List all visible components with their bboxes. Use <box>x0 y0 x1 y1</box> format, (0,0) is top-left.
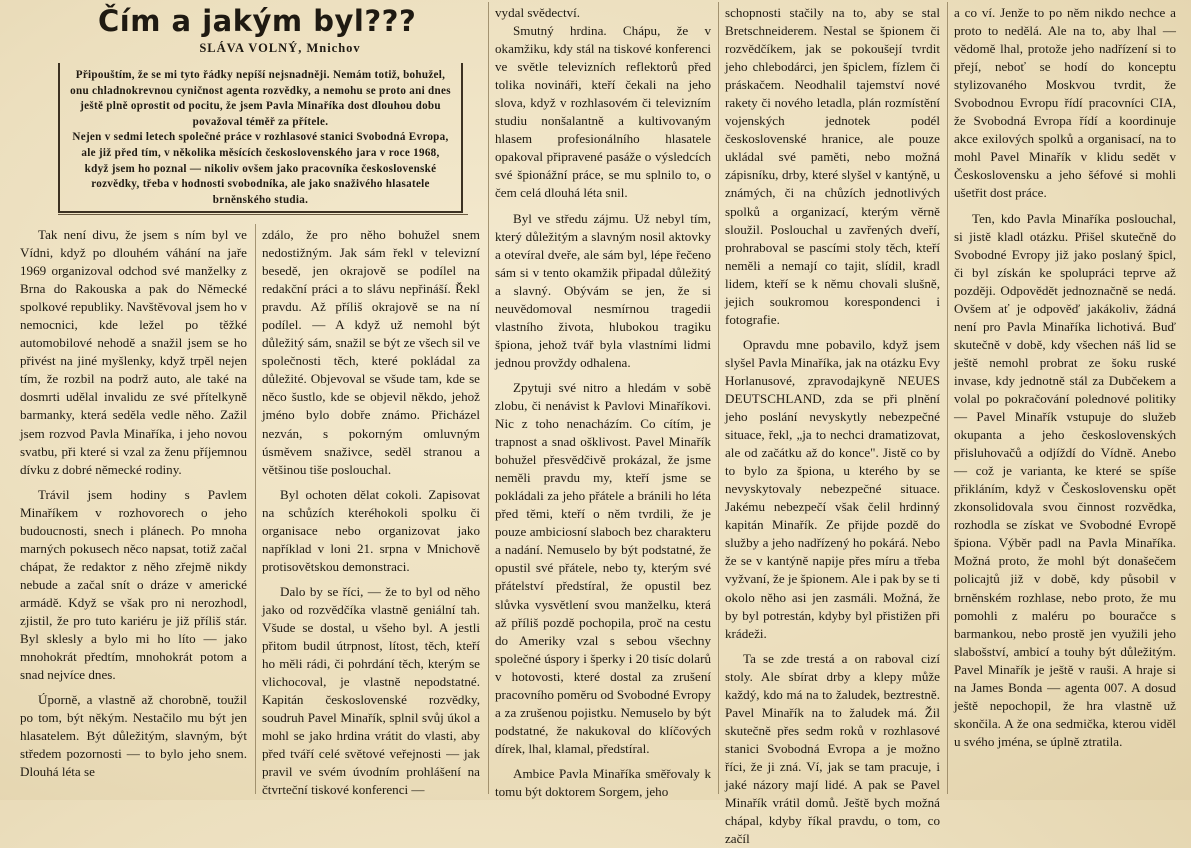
article-column <box>495 4 712 799</box>
article-column <box>20 226 247 794</box>
article-lead-box <box>58 63 463 213</box>
column-divider <box>255 224 256 794</box>
lead-paragraph: Připouštím, že se mi tyto řádky nepíší nejsnadněji. Nemám totiž, bohužel, onu chladnokrevnou cyničnost agenta rozvědky, a nemohu se proto ani dnes ještě plně oprostit od pocitu, že jsem Pavla Minaříka dost dlouhou dobu považoval téměř za přítele. <box>70 69 451 128</box>
column-divider <box>718 2 719 794</box>
article-paragraph: vydal svědectví. <box>495 5 581 20</box>
article-paragraph: Trávil jsem hodiny s Pavlem Minaříkem v rozhovorech o jeho budoucnosti, snech i plánech. Po mnoha marných pokusech něco napsat, totiž začal chápat, že redaktor z něho zřejmě nikdy nebude a začal snít o dráze v americké armádě. Když se však pro ni nerozhodl, zjistil, že pro tuto kariéru je již příliš stár. Byl sklesly a bylo mi ho líto — jako mnohokrát předtím, mnohokrát potom a snad nejvíce dnes. <box>20 486 247 683</box>
article-paragraph: Ta se zde trestá a on raboval cizí stoly. Ale sbírat drby a klepy může každý, kdo má na to žaludek, beztrestně. Pavel Minařík na to žaludek má. Žil skutečně přes sedm roků v rozhlasové stanici Svobodná Evropa a je možno říci, že ji zná. Ví, jak se tam pracuje, i jaké názory mají lidé. A pak se Pavel Minařík vrátil domů. Ještě bych možná chápal, kdyby říkal pravdu, o tom, co začíl <box>725 650 940 847</box>
article-paragraph: Úporně, a vlastně až chorobně, toužil po tom, být někým. Nestačilo mu být jen hlasatelem. Být důležitým, slavným, být středem pozornosti — to bylo jeho snem. Dlouhá léta se <box>20 692 247 780</box>
article-byline: SLÁVA VOLNÝ, Mnichov <box>199 41 361 55</box>
article-paragraph: Zpytuji své nitro a hledám v sobě zlobu, či nenávist k Pavlovi Minaříkovi. Nic z toho nenacházím. Co cítím, je trapnost a snad ošklivost. Pavel Minařík bohužel přesvědčivě prokázal, že jsme neměli pravdu my, kteří jsme se pokládali za jeho přátele a bránili ho léta před těmi, kteří o něm tvrdili, že je pouze ambiciosní slaboch bez charakteru a nadání. Nemuselo by být podstatné, že opustil své přátele, nebo ty, kterým své přátelství předstíral, že opustil bez slůvka vysvětlení svou manželku, která až příliš pozdě pochopila, proč na cestu do Ameriky vzal s sebou všechny společné úspory i šperky i 20 tisíc dolarů v hotovosti, které dostal za zrušení pracovního poměru od Svobodné Evropy a za zrušenou pojistku. Nemuselo by být podstatné, že nakukoval do klíčových dírek, lhal, klamal, předstíral. <box>495 379 712 756</box>
article-headline: Čím a jakým byl??? <box>98 4 417 38</box>
article-paragraph: Byl ochoten dělat cokoli. Zapisovat na schůzích kteréhokoli spolku či organisace nebo organizovat jako například v loni 21. srpna v Mnichově protisovětskou demonstraci. <box>262 486 480 574</box>
article-paragraph: zdálo, že pro něho bohužel snem nedostižným. Jak sám řekl v televizní besedě, jen okrajově se podílel na redakční práci a to slávu nepřináší. Řekl pravdu. Až příliš okrajově se na ní podílel. — A když už nemohl být důležitý sám, snažil se být ze všech sil ve společnosti těch, které pokládal za důležité. Objevoval se všude tam, kde se něco šustlo, kde se objevil někdo, jehož jméno bylo dobře známo. Přicházel nezván, s pokorným omluvným úsměvem snaživce, seděl stranou a většinou tiše poslouchal. <box>262 227 480 477</box>
article-paragraph: Ten, kdo Pavla Minaříka poslouchal, si jistě kladl otázku. Přišel skutečně do Svobodné Evropy již jako poslaný špicl, či byl získán ke spolupráci teprve až později. Odpovědět jednoznačně se nedá. Ovšem ať je odpověď jakákoliv, žádná není pro Pavla Minaříka lichotivá. Buď skutečně v době, kdy všechen náš lid se ještě nemohl probrat ze šoku ruské invase, kdy jednotně stál za Dubčekem a volal po pokračování polednové politiky — Pavel Minařík vstupuje do služeb okupanta a jeho československých přisluhovačů a odjíždí do Vídně. Anebo — což je varianta, ke které se spíše přikláním, když v Československu opět zkonsolidovala svou činnost rozvědka, rozhodla se získat ve Svobodné Evropě špiona. Výběr padl na Pavla Minaříka. Možná proto, že mohl být donašečem policajtů již v době, kdy působil v brněnském rozhlase, nebo proto, že mu pomohli z maléru po bouračce s barmankou, nebo prostě jen využili jeho slabošství, ambicí a touhy být důležitým. Pavel Minařík je ještě v rauši. A hraje si na James Bonda — agenta 007. A dosud ještě nepochopil, že hra vlastně už skončila. A že ona sedmička, kterou viděl u svého jména, se úplně ztratila. <box>954 210 1176 749</box>
article-paragraph: Tak není divu, že jsem s ním byl ve Vídni, když po dlouhém váhání na jaře 1969 organizoval odchod své manželky z Brna do Rakouska a pak do Německé spolkové republiky. Navštěvoval jsem ho v nemocnici, kde ležel po těžké automobilové nehodě a snažil jsem se ho přivést na jiné myšlenky, když trpěl nejen tím, že rozbil na podrž auto, ale také na dosmrti udělal invalidu ze své přítelkyně barmanky, která seděla vedle něho. Zažil jsem rozvod Pavla Minaříka, i jeho novou svatbu, při které si vzal za ženu příjemnou dívku z dobré německé rodiny. <box>20 227 247 477</box>
article-column <box>725 4 940 847</box>
column-divider <box>488 2 489 794</box>
article-paragraph: Ambice Pavla Minaříka směřovaly k tomu být doktorem Sorgem, jeho <box>495 765 711 799</box>
column-divider <box>947 2 948 794</box>
article-column <box>954 4 1176 794</box>
article-paragraph: Byl ve středu zájmu. Už nebyl tím, který důležitým a slavným nosil aktovky a otevíral dveře, ale sám byl, lépe řečeno sám si v tento okamžik připadal důležitý a slavný. Obývám se jen, že si neuvědomoval nesmírnou tragedii vlastního života, hlubokou tragiku špiona, jehož tvář byla vlastními lidmi jednou provždy odhalena. <box>495 210 711 370</box>
article-paragraph: Opravdu mne pobavilo, když jsem slyšel Pavla Minaříka, jak na otázku Evy Horlanusové, zpravodajkyně NEUES DEUTSCHLAND, zda se při plnění jeho poslání nevyskytly nebezpečné situace, řekl, „ja to nechci dramatizovat, ale od začátku až do konce". Jistě co by to bylo za špiona, u kterého by se nevyskytovaly nebezpečné situace. Jakému nebezpečí však čelil hrdinný kapitán Minařík. Ze přijde pozdě do služby a jeho nadřízený ho pokárá. Nebo že se v kantýně napije přes míru a třeba vyžvaní, že je špionem. Ale i pak by se ti okolo něho asi jen zasmáli. Možná, že by byl potrestán, kdyby byl přistižen při krádeži. <box>725 336 940 641</box>
article-paragraph: Dalo by se říci, — že to byl od něho jako od rozvědčíka vlastně geniální tah. Všude se dostal, u všeho byl. A jestli přitom budil útrpnost, lítost, těch, kteří ho měli rádi, či pohrdání těch, kterým se vlichocoval, je vlastně nepodstatné. Kapitán československé rozvědky, soudruh Pavel Minařík, splnil svůj úkol a mohl se jako hrdina vrátit do vlasti, aby před tváří celé světové veřejnosti — jak pravil ve svém úvodním prohlášení na čtvrteční tiskové konferenci — <box>262 583 480 798</box>
article-column <box>262 226 480 798</box>
lead-bottom-rule <box>58 214 468 215</box>
article-paragraph: Smutný hrdina. Chápu, že v okamžiku, kdy stál na tiskové konferenci ve světle televizních reflektorů před tolika novináři, kteří čekali na jeho slova, když v rozhlasovém či televizním studiu nonšalantně a kultivovaným hlasem profesionálního hlasatele opakoval připravené pasáže o výsledcích své špionážní práce, se mu splnilo to, o čem celá dlouhá léta snil. <box>495 23 711 201</box>
lead-paragraph: Nejen v sedmi letech společné práce v rozhlasové stanici Svobodná Evropa, ale již před tím, v několika měsících československého jara v roce 1968, když jsem ho poznal — nikoliv ovšem jako pracovníka československé rozvědky, třeba v hodnosti svobodníka, ale jako snaživého hlasatele brněnského studia. <box>72 131 449 206</box>
article-paragraph: a co ví. Jenže to po něm nikdo nechce a proto to nedělá. Ale na to, aby lhal — vědomě lhal, protože jeho nadřízení si to přejí, neboť se hodí do konceptu stylizovaného Moskvou tvrdit, že Svobodnou Evropu řídí pracovníci CIA, že Svobodná Evropa řídí a koordinuje akce exilových spolků a organisací, na to mohl Pavel Minařík v klidu sedět v Československu a jeho šéfové si mohli ušetřit dost práce. <box>954 5 1176 201</box>
article-paragraph: schopnosti stačily na to, aby se stal Bretschneiderem. Nestal se špionem či rozvědčíkem, jak se pokoušejí tvrdit jeho chlebodárci, jen špiclem, fízlem či práskačem. Neodhalil tajemství nové rakety či nového letadla, plán rozmístění vojenských jednotek podél československé hranice, ale pouze ukládal své paměti, nebo možná zápisníku, drby, které slyšel v kantýně, u známých, či na chůzích jednotlivých spolků a organizací, kterým věrně sloužil. Poslouchal u zavřených dveří, prohraboval se pascími stoly těch, kteří neměli a nemají co tajit, slídil, kradl lidem, kteří se k němu chovali slušně, jejich soukromou korespondenci i fotografie. <box>725 5 940 327</box>
